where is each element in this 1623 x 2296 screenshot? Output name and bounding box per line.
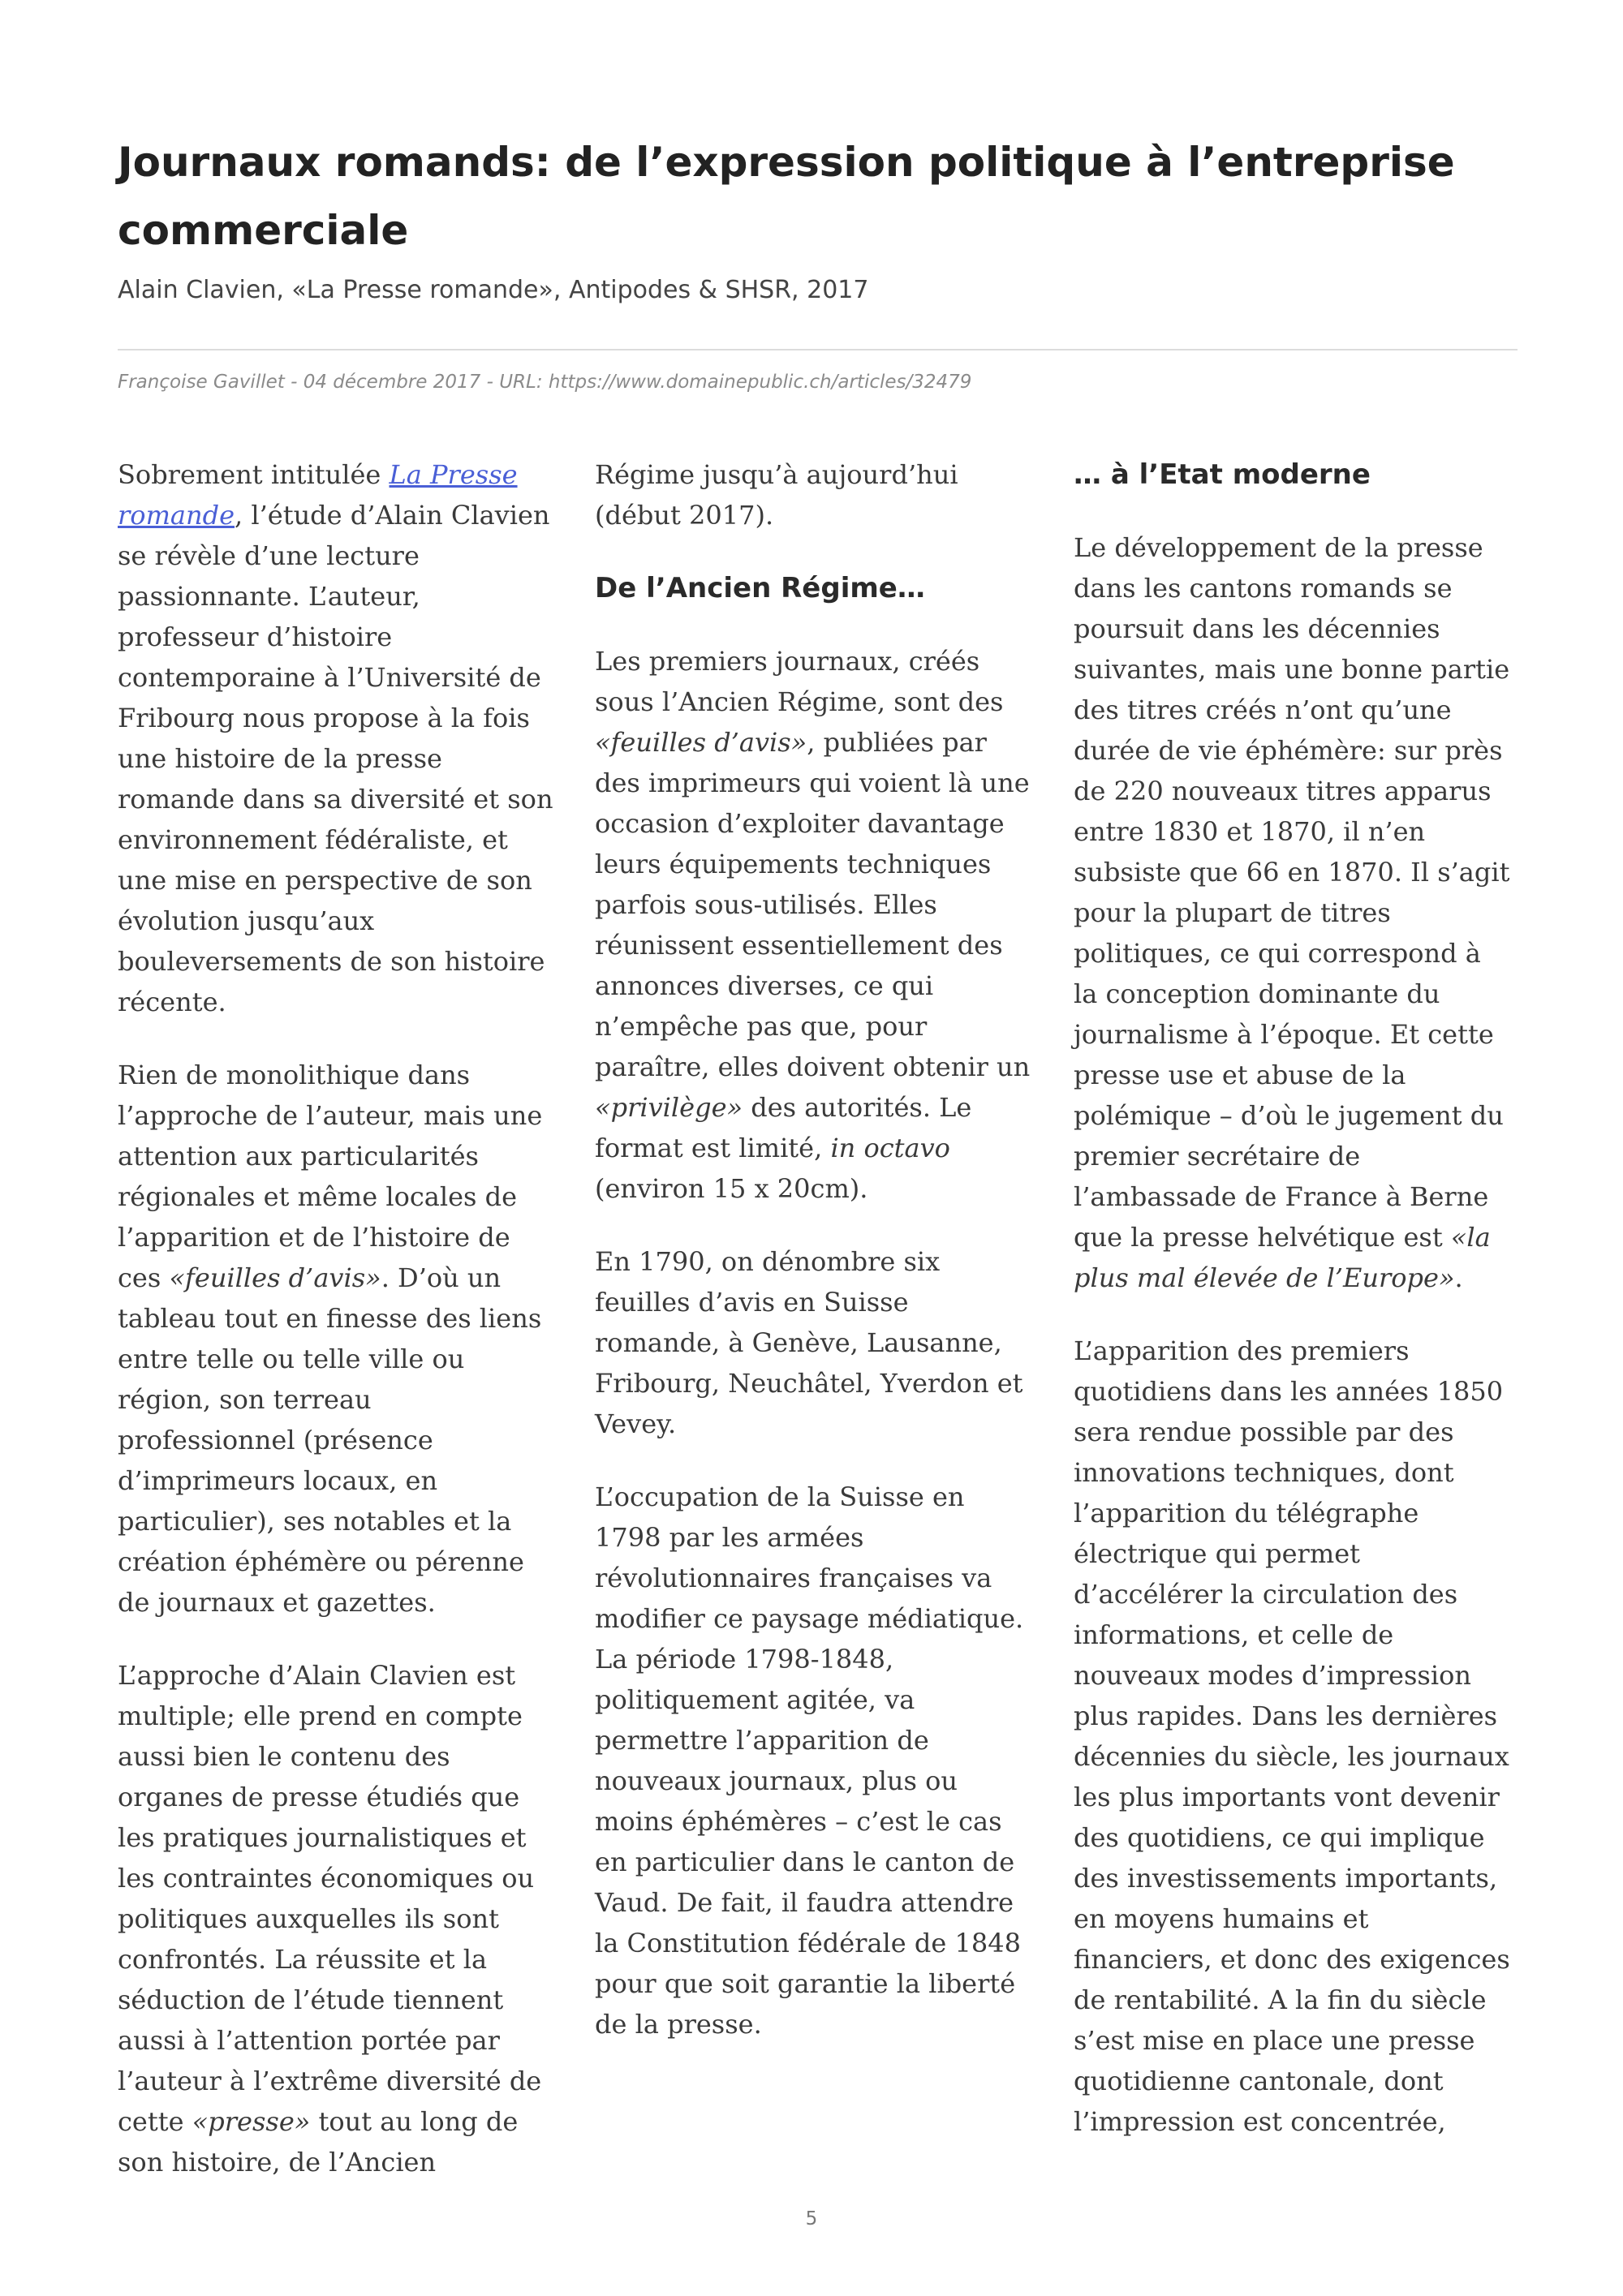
article-meta: Françoise Gavillet - 04 décembre 2017 - URL: https://www.domainepublic.ch/articles/32479	[118, 372, 972, 393]
text-column-3	[1074, 454, 1512, 2174]
paragraph: L’occupation de la Suisse en 1798 par les armées révolutionnaires françaises va modifier ce paysage médiatique. La période 1798-1848, politiquement agitée, va permettre l’apparition de nouveaux journaux, plus ou moins éphémères – c’est le cas en particulier dans le canton de Vaud. De fait, il faudra attendre la Constitution fédérale de 1848 pour que soit garantie la liberté de la presse.	[595, 1481, 1024, 2040]
paragraph: L’apparition des premiers quotidiens dans les années 1850 sera rendue possible par des innovations techniques, dont l’apparition du télégraphe électrique qui permet d’accélérer la circulation des informations, et celle de nouveaux modes d’impression plus rapides. Dans les dernières décennies du siècle, les journaux les plus importants vont devenir des quotidiens, ce qui implique des investissements importants, en moyens humains et financiers, et donc des exigences de rentabilité. A la fin du siècle s’est mise en place une presse quotidienne cantonale, dont l’impression est concentrée,	[1074, 1335, 1510, 2137]
text-run: Les premiers journaux, créés sous l’Ancien Régime, sont des	[595, 646, 1004, 717]
text-run: .	[1454, 1262, 1463, 1293]
text-column-2	[595, 454, 1033, 2077]
header-divider	[118, 349, 1518, 350]
book-title-link[interactable]: La Presse romande	[118, 459, 518, 531]
emphasis: «la plus mal élevée de l’Europe»	[1074, 1222, 1491, 1293]
page-number: 5	[805, 2208, 818, 2229]
paragraph	[1074, 527, 1512, 1298]
text-run: des autorités. Le format est limité,	[595, 1092, 972, 1163]
section-heading: … à l’Etat moderne	[1074, 458, 1371, 491]
text-run: (environ 15 x 20cm).	[595, 1173, 868, 1204]
text-run: tout au long de son histoire, de l’Ancien	[118, 2106, 519, 2178]
paragraph	[595, 641, 1033, 1209]
emphasis: «feuilles d’avis»	[595, 727, 807, 758]
paragraph	[118, 1055, 556, 1623]
text-run: Rien de monolithique dans l’approche de l’auteur, mais une attention aux particularités régionales et même locales de l’apparition et de l’histoire de ces	[118, 1060, 543, 1293]
section-heading: De l’Ancien Régime…	[595, 572, 925, 604]
text-run: , publiées par des imprimeurs qui voient là une occasion d’exploiter davantage leurs équipements techniques parfois sous-utilisés. Elles réunissent essentiellement des annonces diverses, ce qui n’empêche pas que, pour paraître, elles doivent obtenir un	[595, 727, 1031, 1082]
article-title: Journaux romands: de l’expression politique à l’entreprise commerciale	[118, 139, 1455, 254]
emphasis: «privilège»	[595, 1092, 743, 1123]
emphasis: in octavo	[830, 1133, 950, 1163]
text-run: . D’où un tableau tout en finesse des liens entre telle ou telle ville ou région, son terreau professionnel (présence d’imprimeurs locaux, en particulier), ses notables et la création éphémère ou pérenne de journaux et gazettes.	[118, 1262, 542, 1618]
text-run: , l’étude d’Alain Clavien se révèle d’une lecture passionnante. L’auteur, professeur d’histoire contemporaine à l’Université de Fribourg nous propose à la fois une histoire de la presse romande dans sa diversité et son environnement fédéraliste, et une mise en perspective de son évolution jusqu’aux bouleversements de son histoire récente.	[118, 500, 553, 1017]
text-run: Sobrement intitulée	[118, 459, 390, 490]
paragraph	[118, 1655, 556, 2182]
text-column-1	[118, 454, 556, 2215]
paragraph: Régime jusqu’à aujourd’hui (début 2017).	[595, 459, 958, 531]
text-run: Le développement de la presse dans les cantons romands se poursuit dans les décennies suivantes, mais une bonne partie des titres créés n’ont qu’une durée de vie éphémère: sur près de 220 nouveaux titres apparus entre 1830 et 1870, il n’en subsiste que 66 en 1870. Il s’agit pour la plupart de titres politiques, ce qui correspond à la conception dominante du journalisme à l’époque. Et cette presse use et abuse de la polémique – d’où le jugement du premier secrétaire de l’ambassade de France à Berne que la presse helvétique est	[1074, 532, 1510, 1253]
article-subtitle: Alain Clavien, «La Presse romande», Antipodes & SHSR, 2017	[118, 276, 869, 304]
paragraph	[118, 454, 556, 1022]
emphasis: «presse»	[192, 2106, 311, 2137]
emphasis: «feuilles d’avis»	[169, 1262, 381, 1293]
paragraph: En 1790, on dénombre six feuilles d’avis en Suisse romande, à Genève, Lausanne, Fribourg, Neuchâtel, Yverdon et Vevey.	[595, 1246, 1023, 1439]
text-run: L’approche d’Alain Clavien est multiple; elle prend en compte aussi bien le contenu des organes de presse étudiés que les pratiques journalistiques et les contraintes économiques ou politiques auxquelles ils sont confrontés. La réussite et la séduction de l’étude tiennent aussi à l’attention portée par l’auteur à l’extrême diversité de cette	[118, 1660, 542, 2137]
